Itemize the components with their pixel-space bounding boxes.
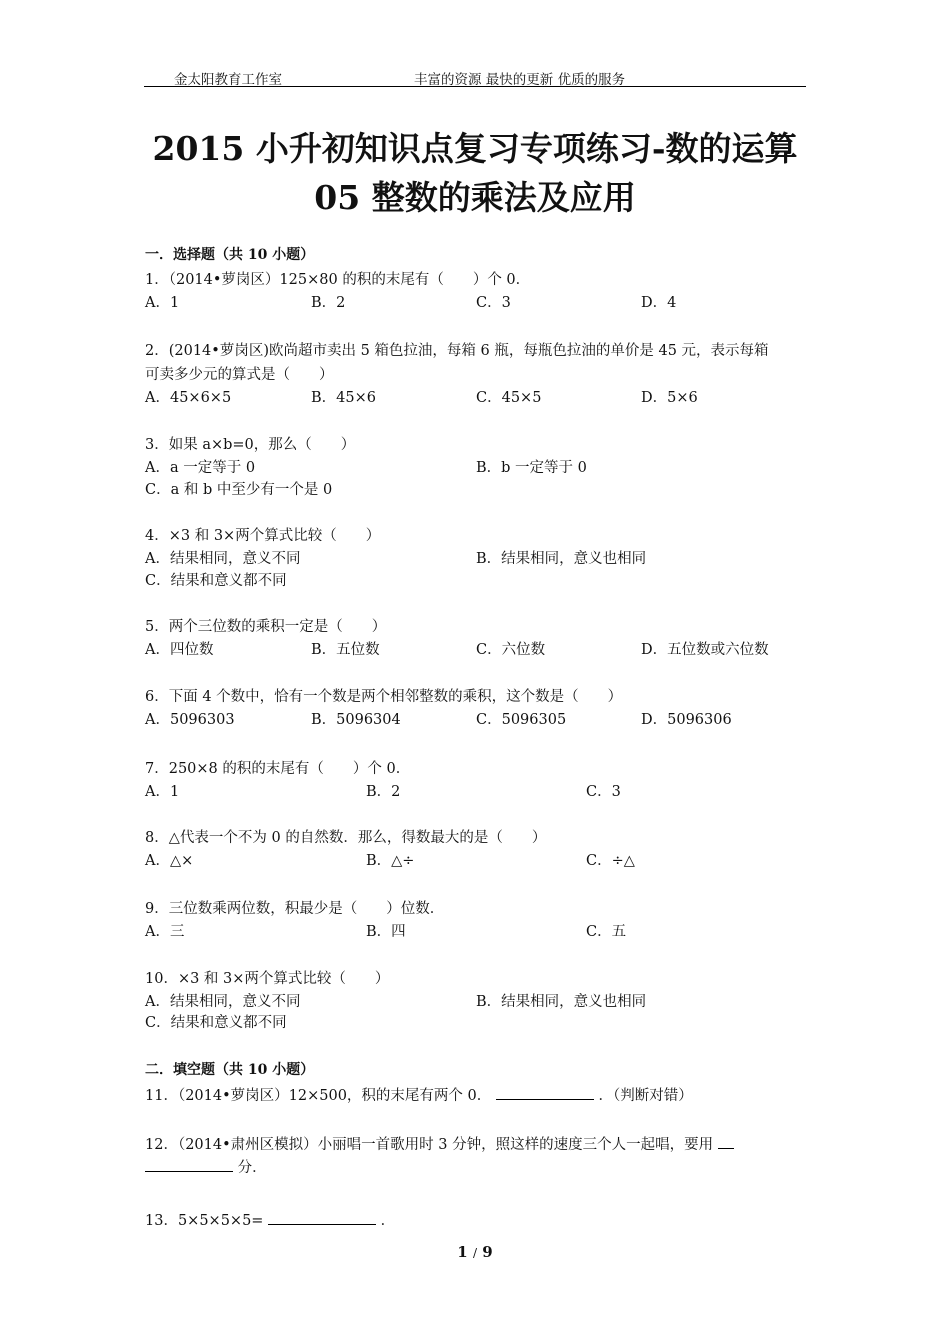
header-right-text: 丰富的资源 最快的更新 优质的服务 [414,72,626,88]
question-11-answer-blank[interactable] [496,1087,594,1100]
question-9-stem: 9．三位数乘两位数，积最少是（ ）位数． [145,901,445,917]
question-11-text: 11．（2014•萝岗区）12×500，积的末尾有两个 0． [145,1088,492,1104]
question-1-option-a: A．1 [145,295,180,311]
question-5-option-c: C．六位数 [476,642,546,658]
page-number [0,1243,950,1261]
question-9-option-c: C．五 [586,924,627,940]
question-2-option-a: A．45×6×5 [145,390,232,406]
question-8-option-a: A．△× [145,853,194,869]
question-12-answer-blank[interactable] [145,1159,233,1172]
question-6-option-d: D．5096306 [641,712,732,728]
question-1-option-d: D．4 [641,295,677,311]
question-13 [145,1209,395,1230]
question-10-option-b: B．结果相同，意义也相同 [476,994,647,1010]
page-title-line1: 2015 小升初知识点复习专项练习-数的运算 [152,129,798,168]
question-5-stem: 5．两个三位数的乘积一定是（ ） [145,619,387,635]
question-7-option-a: A．1 [145,784,180,800]
header-left-text: 金太阳教育工作室 [174,72,282,88]
question-2-option-b: B．45×6 [311,390,376,406]
question-2-stem: 2．(2014•萝岗区)欧尚超市卖出 5 箱色拉油，每箱 6 瓶，每瓶色拉油的单价是 45 元，表示每箱 [145,343,769,359]
question-4-stem: 4．×3 和 3×两个算式比较（ ） [145,528,381,544]
question-9-option-b: B．四 [366,924,406,940]
question-3-option-a: A．a 一定等于 0 [145,460,256,476]
question-1-option-b: B．2 [311,295,346,311]
question-13-answer-blank[interactable] [268,1212,376,1225]
question-10-stem: 10．×3 和 3×两个算式比较（ ） [145,971,390,987]
question-2-stem-cont: 可卖多少元的算式是（ ） [145,367,334,383]
question-3-stem: 3．如果 a×b=0，那么（ ） [145,437,356,453]
question-4-option-a: A．结果相同，意义不同 [145,551,301,567]
question-13-text: 13．5×5×5×5= [145,1213,264,1229]
question-6-option-a: A．5096303 [145,712,235,728]
page-separator: / [472,1246,478,1260]
page-current: 1 [457,1243,468,1261]
question-2-option-d: D．5×6 [641,390,698,406]
question-7-option-c: C．3 [586,784,621,800]
question-5-option-b: B．五位数 [311,642,380,658]
question-6-stem: 6．下面 4 个数中，恰有一个数是两个相邻整数的乘积，这个数是（ ） [145,689,623,705]
question-10-option-a: A．结果相同，意义不同 [145,994,301,1010]
question-6-option-c: C．5096305 [476,712,567,728]
question-8-option-b: B．△÷ [366,853,415,869]
question-8-option-c: C．÷△ [586,853,635,869]
question-12-suffix: 分． [237,1160,267,1176]
question-8-stem: 8．△代表一个不为 0 的自然数．那么，得数最大的是（ ） [145,830,547,846]
question-12-text: 12．（2014•肃州区模拟）小丽唱一首歌用时 3 分钟，照这样的速度三个人一起唱，要用 [145,1137,714,1153]
question-12-answer-blank-start[interactable] [718,1136,734,1149]
question-12 [145,1133,734,1154]
page-total: 9 [482,1243,493,1261]
question-4-option-b: B．结果相同，意义也相同 [476,551,647,567]
question-7-stem: 7．250×8 的积的末尾有（ ）个 0． [145,761,411,777]
section-heading-fill: 二．填空题（共 10 小题） [145,1062,315,1078]
question-7-option-b: B．2 [366,784,401,800]
question-3-option-b: B．b 一定等于 0 [476,460,587,476]
question-9-option-a: A．三 [145,924,185,940]
question-13-suffix: ． [380,1213,396,1229]
question-6-option-b: B．5096304 [311,712,401,728]
section-heading-choice: 一．选择题（共 10 小题） [145,247,315,263]
question-3-option-c: C．a 和 b 中至少有一个是 0 [145,482,333,498]
question-5-option-a: A．四位数 [145,642,214,658]
question-11 [145,1084,693,1105]
question-1-option-c: C．3 [476,295,511,311]
question-12-cont [145,1156,267,1177]
question-10-option-c: C．结果和意义都不同 [145,1015,287,1031]
question-4-option-c: C．结果和意义都不同 [145,573,287,589]
question-5-option-d: D．五位数或六位数 [641,642,769,658]
page-header [144,66,806,87]
question-11-suffix: ．（判断对错） [598,1088,693,1104]
page-title-line2: 05 整数的乘法及应用 [314,178,636,217]
question-2-option-c: C．45×5 [476,390,542,406]
question-1-stem: 1．（2014•萝岗区）125×80 的积的末尾有（ ）个 0． [145,272,531,288]
